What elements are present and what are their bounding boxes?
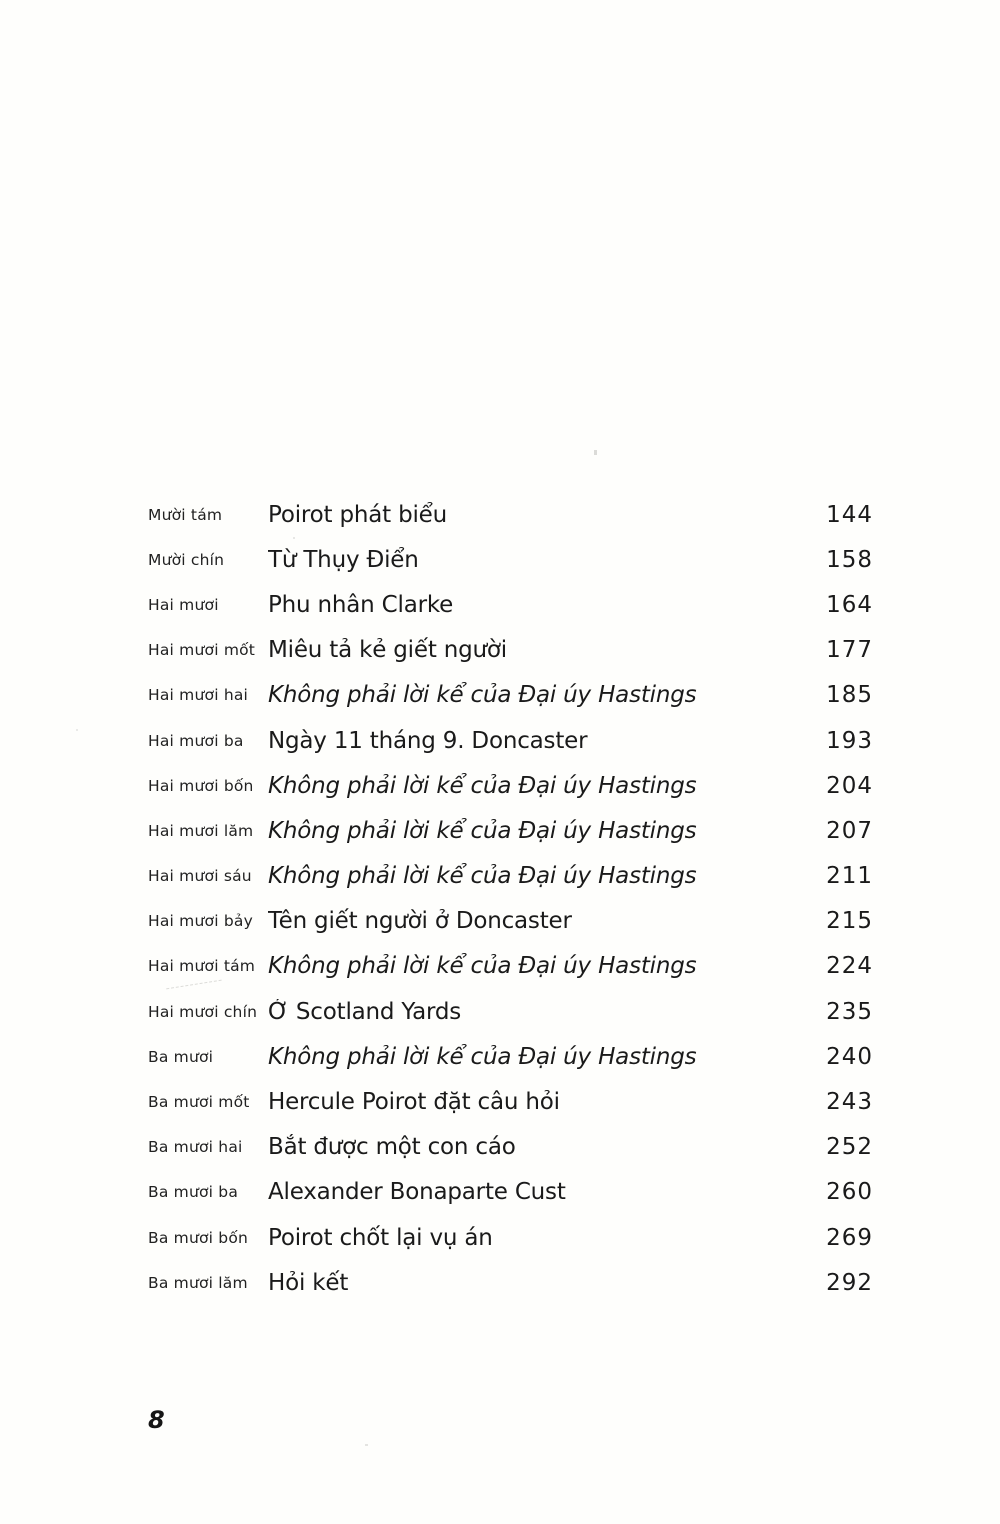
chapter-page-number: 252 (826, 1134, 873, 1161)
chapter-page-number: 240 (826, 1043, 873, 1070)
chapter-title: Phu nhân Clarke (268, 591, 454, 618)
chapter-title: Không phải lời kể của Đại úy Hastings (268, 817, 697, 844)
chapter-number-label: Ba mươi ba (148, 1183, 239, 1202)
chapter-number-label: Ba mươi hai (148, 1138, 243, 1157)
chapter-number-label: Hai mươi chín (148, 1002, 258, 1021)
chapter-page-number: 193 (826, 727, 873, 754)
chapter-page-number: 292 (826, 1269, 873, 1296)
chapter-page-number: 211 (826, 863, 873, 890)
chapter-page-number: 224 (826, 953, 873, 980)
chapter-title: Tên giết người ở Doncaster (268, 908, 572, 935)
chapter-title: Không phải lời kể của Đại úy Hastings (268, 682, 697, 709)
toc-row (0, 1034, 1000, 1079)
chapter-page-number: 158 (826, 546, 873, 573)
toc-row (0, 1125, 1000, 1170)
chapter-page-number: 243 (826, 1089, 873, 1116)
chapter-number-label: Ba mươi lăm (148, 1273, 248, 1292)
chapter-number-label: Hai mươi bảy (148, 912, 253, 931)
table-of-contents (0, 492, 1000, 1305)
chapter-number-label: Hai mươi ba (148, 731, 244, 750)
chapter-page-number: 207 (826, 817, 873, 844)
toc-row (0, 537, 1000, 582)
chapter-title: Không phải lời kể của Đại úy Hastings (268, 953, 697, 980)
toc-row (0, 1079, 1000, 1124)
chapter-number-label: Mười tám (148, 505, 223, 524)
chapter-title: Poirot phát biểu (268, 501, 447, 528)
chapter-title: Alexander Bonaparte Cust (268, 1179, 566, 1206)
chapter-number-label: Hai mươi sáu (148, 867, 252, 886)
toc-row (0, 899, 1000, 944)
toc-row (0, 944, 1000, 989)
footer-page-number: 8 (148, 1406, 165, 1434)
chapter-number-label: Hai mươi tám (148, 957, 256, 976)
scan-artifact-dot (365, 1444, 368, 1446)
toc-row (0, 492, 1000, 537)
chapter-title: Poirot chốt lại vụ án (268, 1224, 493, 1251)
chapter-title: Không phải lời kể của Đại úy Hastings (268, 772, 697, 799)
toc-row (0, 808, 1000, 853)
chapter-title: Hercule Poirot đặt câu hỏi (268, 1089, 560, 1116)
chapter-page-number: 235 (826, 998, 873, 1025)
toc-row (0, 628, 1000, 673)
chapter-page-number: 164 (826, 591, 873, 618)
scan-artifact-dot (594, 450, 597, 455)
chapter-title: Ở Scotland Yards (268, 998, 462, 1025)
chapter-page-number: 177 (826, 637, 873, 664)
chapter-number-label: Mười chín (148, 550, 225, 569)
chapter-title: Ngày 11 tháng 9. Doncaster (268, 727, 588, 754)
toc-row (0, 582, 1000, 627)
chapter-page-number: 215 (826, 908, 873, 935)
chapter-title: Hỏi kết (268, 1269, 349, 1296)
chapter-title: Miêu tả kẻ giết người (268, 637, 507, 664)
chapter-number-label: Ba mươi (148, 1047, 214, 1066)
toc-row (0, 763, 1000, 808)
toc-row (0, 989, 1000, 1034)
chapter-title: Không phải lời kể của Đại úy Hastings (268, 863, 697, 890)
chapter-title: Bắt được một con cáo (268, 1134, 516, 1161)
toc-row (0, 1215, 1000, 1260)
chapter-title: Không phải lời kể của Đại úy Hastings (268, 1043, 697, 1070)
toc-row (0, 673, 1000, 718)
chapter-number-label: Hai mươi hai (148, 686, 249, 705)
toc-row (0, 1260, 1000, 1305)
chapter-title: Từ Thụy Điển (268, 546, 419, 573)
chapter-number-label: Hai mươi lăm (148, 821, 254, 840)
chapter-number-label: Ba mươi mốt (148, 1093, 250, 1112)
chapter-number-label: Hai mươi bốn (148, 776, 254, 795)
chapter-page-number: 204 (826, 772, 873, 799)
chapter-page-number: 260 (826, 1179, 873, 1206)
chapter-page-number: 269 (826, 1224, 873, 1251)
chapter-page-number: 144 (826, 501, 873, 528)
chapter-number-label: Hai mươi (148, 595, 219, 614)
chapter-number-label: Hai mươi mốt (148, 641, 256, 660)
chapter-page-number: 185 (826, 682, 873, 709)
toc-row (0, 1170, 1000, 1215)
toc-row (0, 854, 1000, 899)
chapter-number-label: Ba mươi bốn (148, 1228, 249, 1247)
toc-row (0, 718, 1000, 763)
